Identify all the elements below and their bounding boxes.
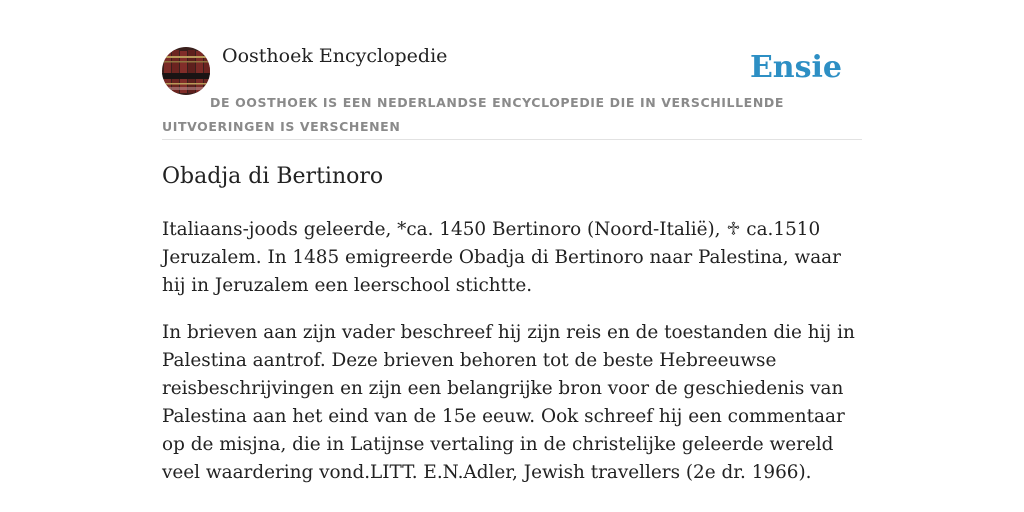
- page: [162, 0, 862, 512]
- article-title: Obadja di Bertinoro: [162, 164, 384, 189]
- site-tagline: DE OOSTHOEK IS EEN NEDERLANDSE ENCYCLOPEDIE DIE IN VERSCHILLENDE UITVOERINGEN IS VERSCHENEN: [162, 95, 784, 134]
- article-paragraph: In brieven aan zijn vader beschreef hij zijn reis en de toestanden die hij in Palestina aantrof. Deze brieven behoren tot de beste Hebreeuwse reisbeschrijvingen en zijn een belangrijke bron voor de geschiedenis van Palestina aan het eind van de 15e eeuw. Ook schreef hij een commentaar op de misjna, die in Latijnse vertaling in de christelijke geleerde wereld veel waardering vond.LITT. E.N.Adler, Jewish travellers (2e dr. 1966).: [162, 322, 855, 483]
- site-name-link[interactable]: Oosthoek Encyclopedie: [222, 45, 448, 67]
- book-spines-icon: [162, 47, 210, 95]
- header-divider: [162, 139, 862, 140]
- article-paragraph: Italiaans-joods geleerde, *ca. 1450 Bertinoro (Noord-Italië), ♱ ca.1510 Jeruzalem. In 1485 emigreerde Obadja di Bertinoro naar Palestina, waar hij in Jeruzalem een leerschool stichtte.: [162, 219, 841, 296]
- ensie-logo[interactable]: Ensie: [749, 50, 842, 85]
- source-avatar[interactable]: [162, 47, 210, 95]
